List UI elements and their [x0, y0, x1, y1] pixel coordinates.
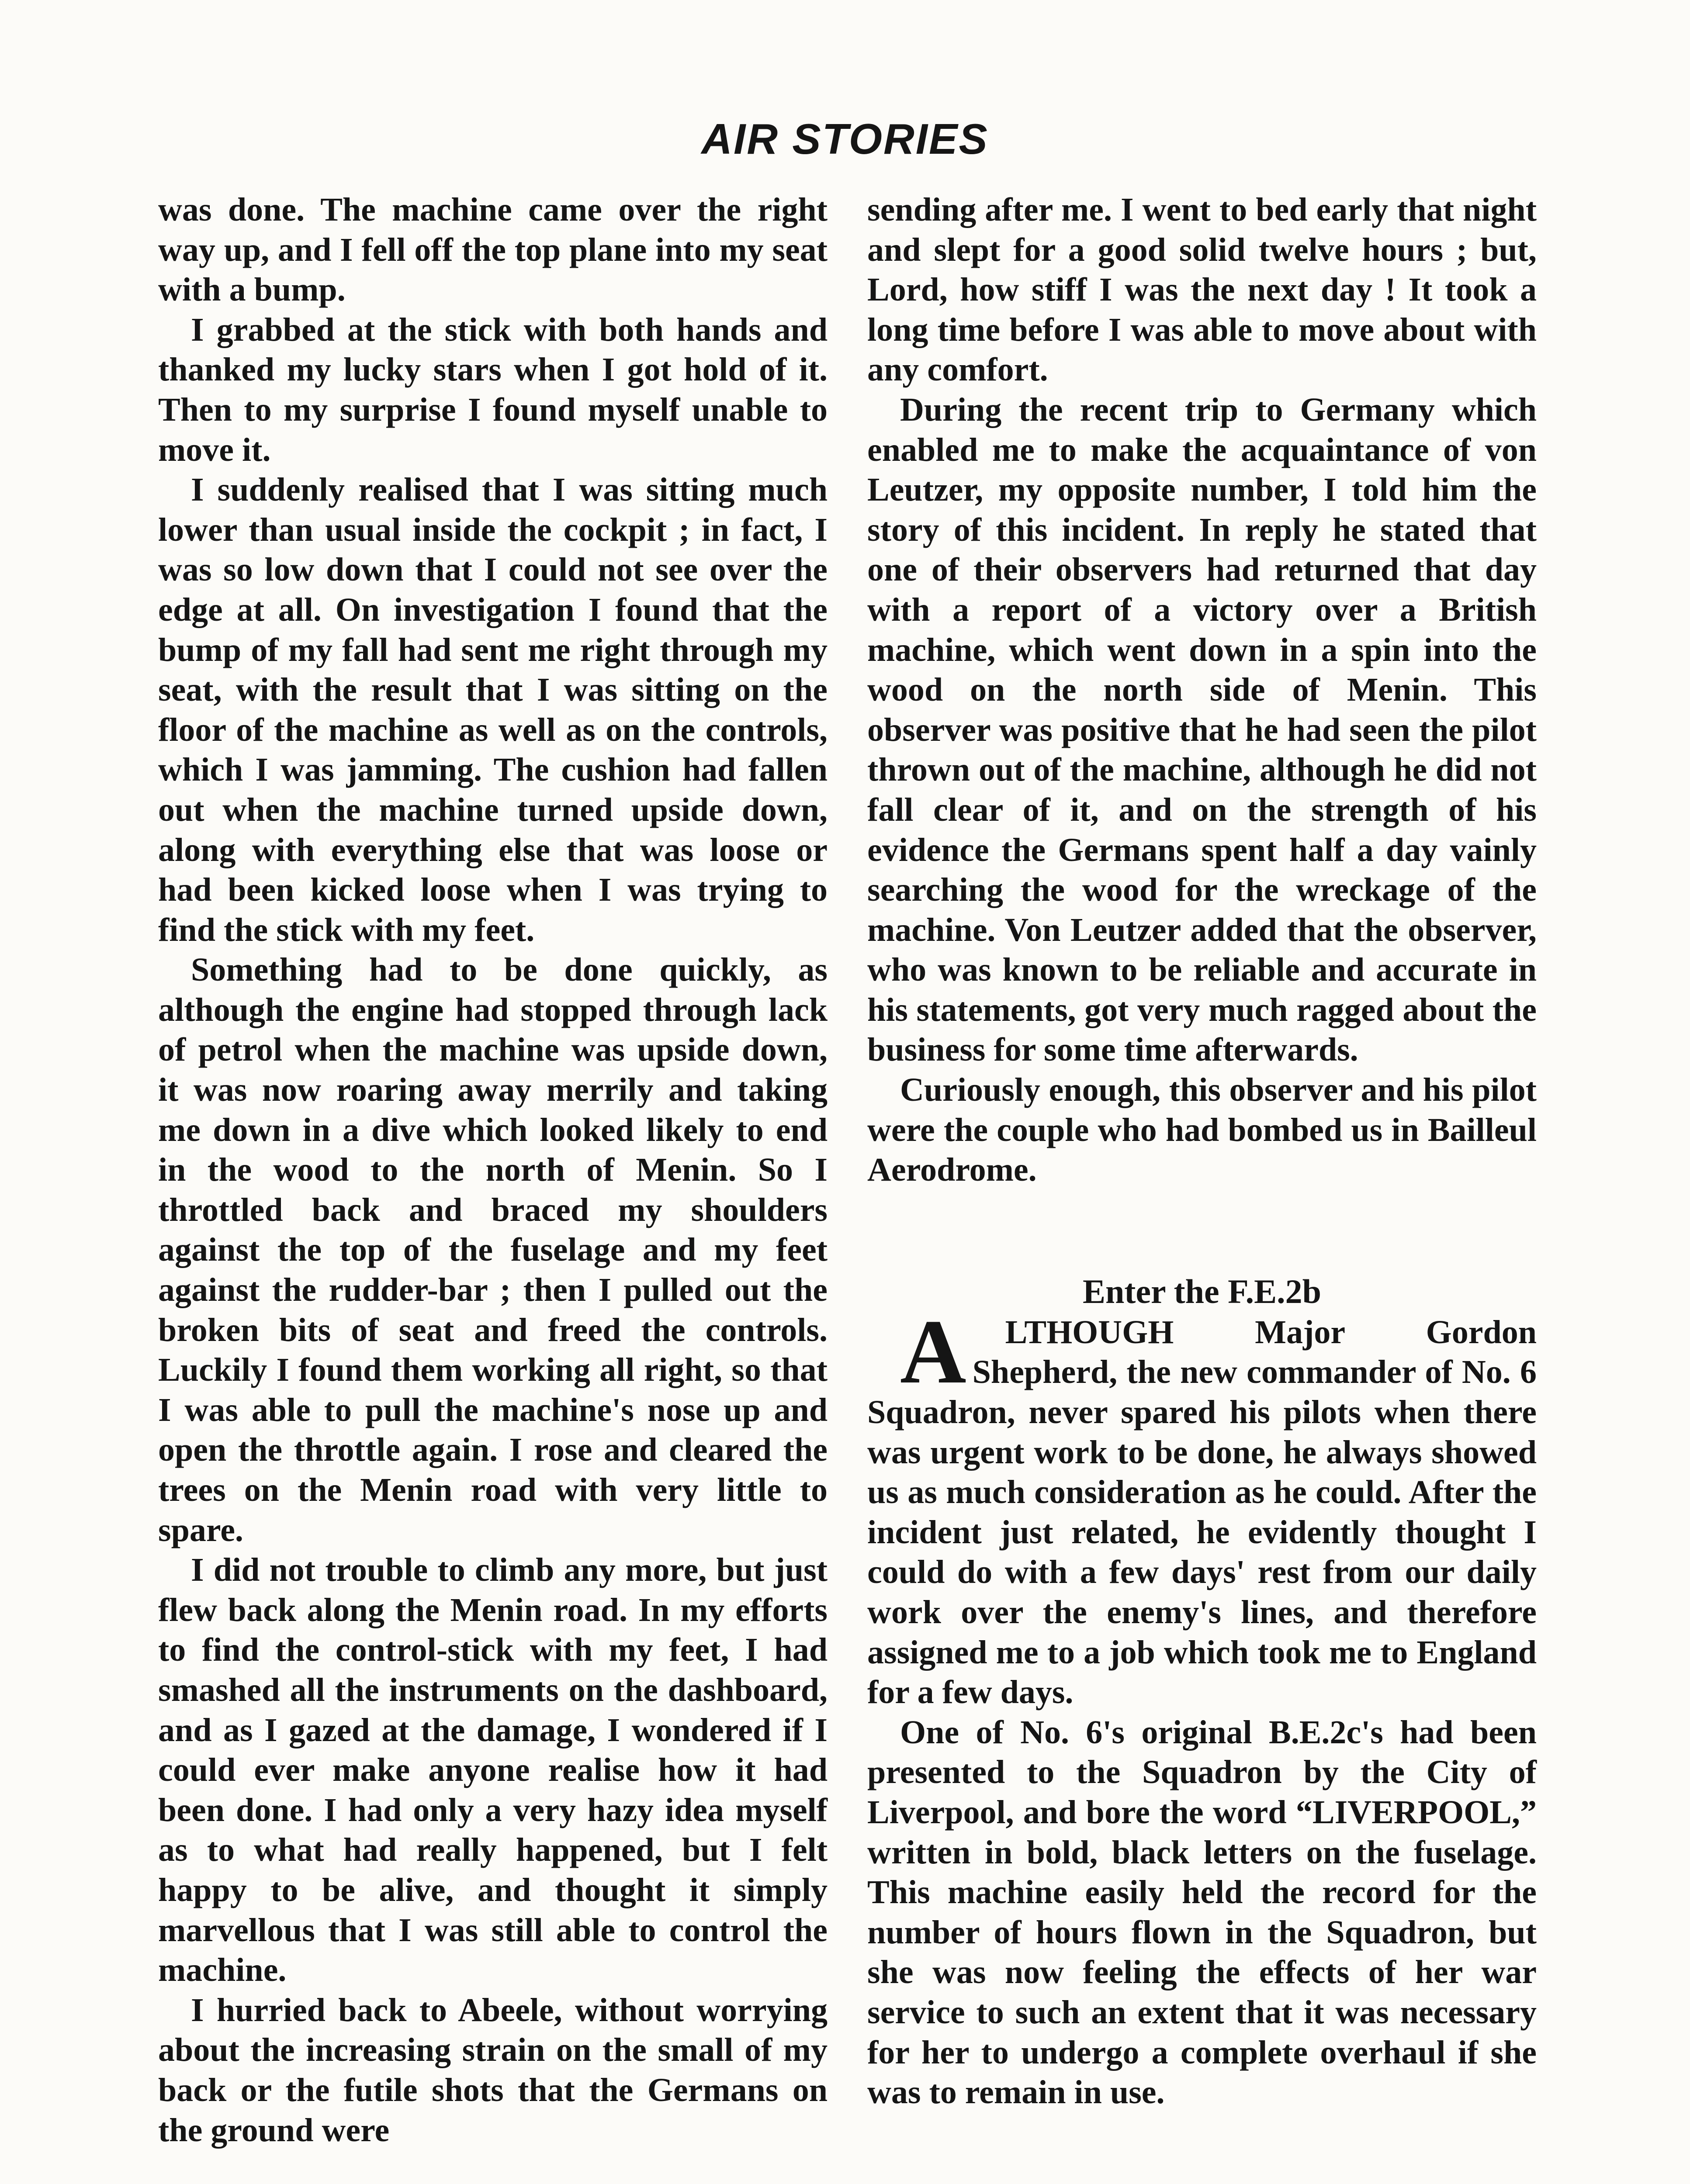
drop-cap-paragraph-text: LTHOUGH Major Gordon Shepherd, the new commander of No. 6 Squadron, never spared his pilots when there was urgent work to be done, he always showed us as much consideration as he could. After the incident just related, he evidently thought I could do with a few days' rest from our daily work over the enemy's lines, and therefore assigned me to a job which took me to England for a few days. [867, 1313, 1537, 1711]
body-paragraph: I did not trouble to climb any more, but just flew back along the Menin road. In my efforts to find the control-stick with my feet, I had smashed all the instruments on the dashboard, and as I gazed at the damage, I wondered if I could ever make anyone realise how it had been done. I had only a very hazy idea myself as to what had really happened, but I felt happy to be alive, and thought it simply marvellous that I was still able to control the machine. [158, 1552, 828, 1989]
body-paragraph: Something had to be done quickly, as although the engine had stopped through lack of petrol when the machine was upside down, it was now roaring away merrily and taking me down in a dive which looked likely to end in the wood to the north of Menin. So I throttled back and braced my shoulders against the top of the fuselage and my feet against the rudder-bar ; then I pulled out the broken bits of seat and freed the controls. Luckily I found them working all right, so that I was able to pull the machine's nose up and open the throttle again. I rose and cleared the trees on the Menin road with very little to spare. [158, 951, 828, 1548]
body-paragraph: During the recent trip to Germany which enabled me to make the acquaintance of von Leutzer, my opposite number, I told him the story of this incident. In reply he stated that one of their observers had returned that day with a report of a victory over a British machine, which went down in a spin into the wood on the north side of Menin. This observer was positive that he had seen the pilot thrown out of the machine, although he did not fall clear of it, and on the strength of his evidence the Germans spent half a day vainly searching the wood for the wreckage of the machine. Von Leutzer added that the observer, who was known to be reliable and accurate in his statements, got very much ragged about the business for some time afterwards. [867, 391, 1537, 1068]
body-paragraph: I hurried back to Abeele, without worrying about the increasing strain on the small of my back or the futile shots that the Germans on the ground were [158, 1991, 828, 2149]
body-paragraph: was done. The machine came over the right way up, and I fell off the top plane into my seat with a bump. [158, 191, 828, 308]
left-column [158, 190, 828, 2150]
body-paragraph: I grabbed at the stick with both hands and thanked my lucky stars when I got hold of it. Then to my surprise I found myself unable to move it. [158, 311, 828, 468]
body-paragraph: I suddenly realised that I was sitting much lower than usual inside the cockpit ; in fact, I was so low down that I could not see over the edge at all. On investigation I found that the bump of my fall had sent me right through my seat, with the result that I was sitting on the floor of the machine as well as on the controls, which I was jamming. The cushion had fallen out when the machine turned upside down, along with everything else that was loose or had been kicked loose when I was trying to find the stick with my feet. [158, 471, 828, 948]
right-column [867, 190, 1537, 2113]
body-paragraph: sending after me. I went to bed early that night and slept for a good solid twelve hours ; but, Lord, how stiff I was the next day ! It took a long time before I was able to move about with any comfort. [867, 191, 1537, 388]
drop-cap: A [900, 1301, 966, 1403]
body-paragraph: One of No. 6's original B.E.2c's had been presented to the Squadron by the City of Liverpool, and bore the word “LIVERPOOL,” written in bold, black letters on the fuselage. This machine easily held the record for the number of hours flown in the Squadron, but she was now feeling the effects of her war service to such an extent that it was necessary for her to undergo a complete overhaul if she was to remain in use. [867, 1714, 1537, 2111]
drop-cap-paragraph [867, 1301, 1537, 1713]
body-paragraph: Curiously enough, this observer and his pilot were the couple who had bombed us in Bailleul Aerodrome. [867, 1071, 1537, 1189]
section-heading: Enter the F.E.2b [1082, 1272, 1322, 1310]
running-title: AIR STORIES [701, 115, 989, 163]
